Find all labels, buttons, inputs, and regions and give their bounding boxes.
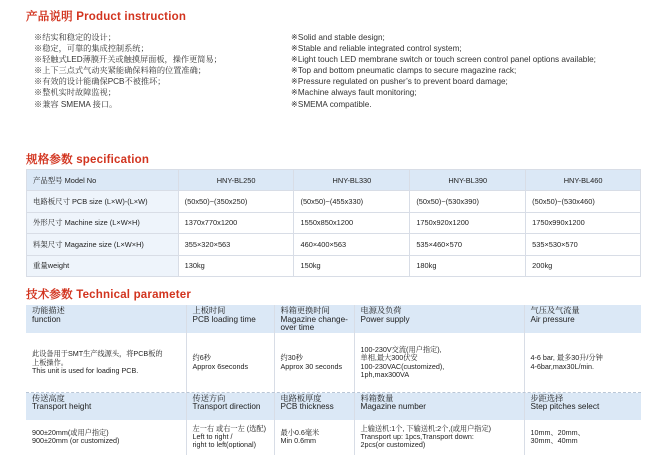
- spec-cell: 535×460×570: [410, 234, 526, 256]
- cell-line: Magazine number: [360, 402, 427, 412]
- tech-value-row: [26, 333, 641, 393]
- spec-cell: 355×320×563: [178, 234, 294, 256]
- feature-item: ※整机实时故障监视；: [34, 88, 116, 98]
- cell-line: 料箱更换时间: [280, 306, 330, 315]
- cell-line: 单相,最大300伏安: [360, 353, 418, 363]
- cell-line: 900±20mm (or customized): [32, 436, 120, 446]
- cell-line: 料箱数量: [360, 393, 394, 403]
- feature-item: ※Top and bottom pneumatic clamps to secure magazine rack;: [291, 66, 517, 76]
- tech-header-cell: [26, 393, 186, 420]
- features-list-cn: [34, 32, 222, 110]
- cell-line: Step pitches select: [530, 402, 600, 412]
- cell-line: 10mm、20mm、: [530, 427, 585, 437]
- cell-line: 传送高度: [32, 393, 65, 403]
- technical-parameter-table: [26, 305, 641, 455]
- cell-line: 约30秒: [280, 353, 303, 363]
- tech-value-cell: [274, 420, 354, 455]
- tech-value-cell: [524, 420, 641, 455]
- cell-line: function: [32, 314, 61, 324]
- cell-line: 上板操作。: [32, 357, 68, 367]
- cell-line: 4-6bar,max30L/min.: [530, 361, 595, 371]
- cell-line: 4-6 bar, 最多30升/分钟: [530, 353, 603, 363]
- cell-line: Approx 30 seconds: [280, 361, 343, 371]
- feature-item: ※Light touch LED membrane switch or touch screen control panel options available;: [291, 55, 596, 65]
- tech-value-cell: [186, 333, 274, 393]
- tech-header-cell: [186, 393, 274, 420]
- cell-line: 最小0.6毫米: [280, 427, 320, 437]
- tech-header-cell: [354, 305, 524, 333]
- tech-header-cell: [274, 305, 354, 333]
- tech-value-cell: [274, 333, 354, 393]
- tech-value-row: [26, 420, 641, 455]
- spec-header-cell: 产品型号 Model No: [27, 170, 179, 191]
- tech-value-cell: [186, 420, 274, 455]
- feature-item: ※Machine always fault monitoring;: [291, 88, 417, 98]
- tech-header-row: [26, 305, 641, 333]
- cell-line: 上输送机:1个, 下输送机:2个,(或用户指定): [360, 423, 492, 433]
- feature-item: ※稳定，可靠的集成控制系统；: [34, 44, 149, 54]
- spec-row: [27, 212, 641, 234]
- cell-line: 约6秒: [192, 353, 211, 363]
- spec-row: [27, 255, 641, 277]
- spec-cell: 外形尺寸 Machine size (L×W×H): [27, 212, 179, 234]
- spec-cell: 180kg: [410, 255, 526, 277]
- cell-line: 此设备用于SMT生产线源头，将PCB板的: [32, 349, 163, 359]
- feature-item: ※结实和稳定的设计；: [34, 33, 116, 42]
- cell-line: Left to right /: [192, 432, 233, 442]
- cell-line: 功能描述: [32, 306, 65, 315]
- cell-line: Transport height: [32, 402, 92, 412]
- cell-line: 上板时间: [192, 306, 226, 315]
- product-instruction-title: 产品说明 Product instruction: [26, 11, 187, 23]
- cell-line: Transport up: 1pcs,Transport down:: [360, 432, 474, 442]
- spec-row: [27, 191, 641, 213]
- tech-header-row: [26, 393, 641, 420]
- spec-cell: 电路板尺寸 PCB size (L×W)-(L×W): [27, 191, 179, 213]
- spec-cell: 535×530×570: [526, 234, 641, 256]
- cell-line: 100-230V交流(用户指定),: [360, 344, 442, 354]
- cell-line: 1ph,max300VA: [360, 370, 410, 380]
- cell-line: Approx 6seconds: [192, 361, 249, 371]
- spec-row: [27, 234, 641, 256]
- feature-item: ※兼容 SMEMA 接口。: [34, 99, 118, 109]
- spec-cell: (50x50)~(350x250): [178, 191, 294, 213]
- tech-value-cell: [26, 420, 186, 455]
- cell-line: This unit is used for loading PCB.: [32, 365, 139, 375]
- feature-item: ※上下三点式气动夹紧能确保料箱的位置准确；: [34, 66, 206, 76]
- tech-header-cell: [186, 305, 274, 333]
- cell-line: right to left(optional): [192, 440, 257, 450]
- feature-item: ※Pressure regulated on pusher’s to prevent board damage;: [291, 77, 508, 87]
- table-divider: [26, 392, 641, 393]
- feature-item: ※SMEMA compatible.: [291, 99, 372, 109]
- cell-line: Power supply: [360, 314, 410, 324]
- feature-item: ※有效的设计能确保PCB不被推坏；: [34, 77, 166, 87]
- cell-line: 电源及负荷: [360, 306, 402, 315]
- cell-line: 电路板厚度: [280, 393, 322, 403]
- spec-header-cell: HNY-BL460: [526, 170, 641, 191]
- cell-line: Transport direction: [192, 402, 261, 412]
- tech-header-cell: [524, 305, 641, 333]
- spec-header-cell: HNY-BL250: [178, 170, 294, 191]
- specification-table: [26, 169, 641, 277]
- feature-item: ※轻触式LED薄膜开关或触摸屏面板，操作更简易；: [34, 55, 222, 65]
- spec-cell: 重量weight: [27, 255, 179, 277]
- cell-line: Min 0.6mm: [280, 436, 317, 446]
- cell-line: 100-230VAC(customized),: [360, 361, 445, 371]
- spec-cell: (50x50)~(530x390): [410, 191, 526, 213]
- cell-line: 左一右 或右一左 (选配): [192, 423, 266, 433]
- tech-value-cell: [26, 333, 186, 393]
- spec-cell: 1750x920x1200: [410, 212, 526, 234]
- features-list-en: [291, 32, 596, 110]
- spec-cell: 1750x990x1200: [526, 212, 641, 234]
- cell-line: PCB loading time: [192, 314, 256, 324]
- spec-cell: 150kg: [294, 255, 410, 277]
- tech-header-cell: [524, 393, 641, 420]
- cell-line: 900±20mm(或用户指定): [32, 427, 109, 437]
- cell-line: Air pressure: [530, 314, 575, 324]
- cell-line: 步距选择: [530, 393, 564, 403]
- spec-header-cell: HNY-BL330: [294, 170, 410, 191]
- cell-line: 2pcs(or customized): [360, 440, 426, 450]
- tech-header-cell: [354, 393, 524, 420]
- spec-header-row: [27, 170, 641, 191]
- cell-line: 传送方向: [192, 393, 226, 403]
- feature-item: ※Solid and stable design;: [291, 33, 385, 42]
- tech-header-cell: [274, 393, 354, 420]
- spec-cell: 460×400×563: [294, 234, 410, 256]
- cell-line: Magazine change-: [280, 314, 348, 324]
- feature-item: ※Stable and reliable integrated control system;: [291, 44, 462, 54]
- spec-cell: (50x50)~(455x330): [294, 191, 410, 213]
- spec-cell: (50x50)~(530x460): [526, 191, 641, 213]
- cell-line: 气压及气流量: [530, 306, 580, 315]
- spec-cell: 130kg: [178, 255, 294, 277]
- technical-parameter-title: 技术参数 Technical parameter: [26, 289, 191, 301]
- tech-value-cell: [354, 333, 524, 393]
- tech-header-cell: [26, 305, 186, 333]
- spec-cell: 1550x850x1200: [294, 212, 410, 234]
- spec-cell: 1370x770x1200: [178, 212, 294, 234]
- cell-line: over time: [280, 323, 315, 333]
- tech-value-cell: [524, 333, 641, 393]
- spec-header-cell: HNY-BL390: [410, 170, 526, 191]
- cell-line: 30mm、40mm: [530, 436, 578, 446]
- tech-value-cell: [354, 420, 524, 455]
- cell-line: PCB thickness: [280, 402, 334, 412]
- specification-title: 规格参数 specification: [26, 154, 150, 166]
- spec-cell: 料架尺寸 Magazine size (L×W×H): [27, 234, 179, 256]
- spec-cell: 200kg: [526, 255, 641, 277]
